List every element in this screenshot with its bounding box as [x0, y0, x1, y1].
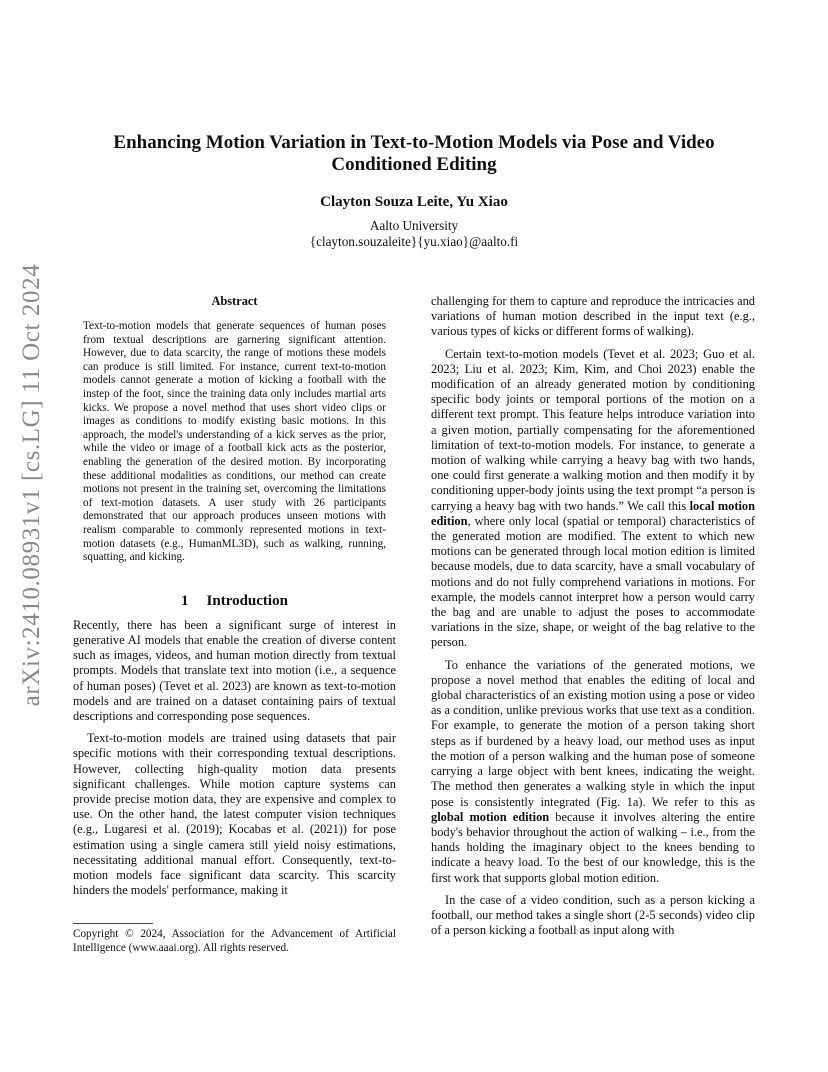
intro-paragraph-5: In the case of a video condition, such as a person kicking a football, our method takes a single short (2-5 seconds) video clip of a person kicking a football as input along with [431, 892, 755, 938]
term-global-motion-edition: global motion edition [431, 809, 550, 824]
paper-authors: Clayton Souza Leite, Yu Xiao [320, 194, 508, 210]
intro-paragraph-3 [431, 347, 755, 651]
abstract-heading: Abstract [211, 294, 258, 308]
affiliation-name: Aalto University [369, 218, 459, 233]
p3-text-a: Certain text-to-motion models (Tevet et al. 2023; Guo et al. 2023; Liu et al. 2023; Kim, Kim, and Choi 2023) enable the modification of an already generated motion by conditioning specific body joints or temporal portions of the motion on a different text prompt. This feature helps introduce variation into a given motion, partially compensating for the aforementioned limitation of text-to-motion models. For instance, to generate a motion of walking while carrying a heavy bag with two hands, one could first generate a walking motion and then modify it by conditioning upper-body joints using the text prompt “a person is carrying a heavy bag with two hands.” We call this [431, 346, 755, 513]
p4-text-a: To enhance the variations of the generated motions, we propose a novel method that enables the editing of local and global characteristics of an existing motion using a pose or video as a condition, unlike previous works that use text as a condition. For example, to generate the motion of a person taking short steps as if burdened by a heavy load, our method uses as input the motion of a person walking and the human pose of someone carrying a large object with bent knees, indicating the weight. The method then generates a walking style in which the input pose is consistently integrated (Fig. 1a). We refer to this as [431, 657, 755, 809]
arxiv-id-text: arXiv:2410.08931v1 [cs.LG] 11 Oct 2024 [18, 263, 45, 707]
p4-text-b: because it involves altering the entire body's behavior throughout the action of walking – i.e., from the hands holding the imaginary object to the knees bending to indicate a heavy load. To the best of our knowledge, this is the first work that supports global motion edition. [431, 809, 756, 885]
author-affiliation [100, 218, 728, 250]
arxiv-identifier-stamp [12, 263, 52, 707]
term-local-motion-edition: local motion edition [431, 498, 756, 528]
left-column [73, 294, 396, 905]
footnote-rule [73, 923, 153, 924]
abstract-text: Text-to-motion models that generate sequences of human poses from textual descriptions are garnering significant attention. However, due to data scarcity, the range of motions these models can produce is still limited. For instance, current text-to-motion models cannot generate a motion of kicking a football with the instep of the foot, since the training data only includes martial arts kicks. We propose a novel method that uses short video clips or images as conditions to modify existing basic motions. In this approach, the model's understanding of a kick serves as the prior, while the video or image of a football kick acts as the posterior, enabling the generation of the desired motion. By incorporating these additional modalities as conditions, our method can create motions not present in the training set, overcoming the limitations of text-motion datasets. A user study with 26 participants demonstrated that our approach produces unseen motions with realism comparable to commonly represented motions in text-motion datasets (e.g., HumanML3D), such as walking, running, squatting, and kicking. [83, 320, 386, 564]
intro-paragraph-4 [431, 658, 755, 886]
section-heading-introduction [73, 593, 396, 610]
right-column [431, 294, 755, 945]
paper-title: Enhancing Motion Variation in Text-to-Motion Models via Pose and Video Conditioned Editing [113, 132, 715, 175]
intro-paragraph-2: Text-to-motion models are trained using datasets that pair specific motions with their corresponding textual descriptions. However, collecting high-quality motion data presents significant challenges. While motion capture systems can provide precise motion data, they are expensive and complex to use. On the other hand, the latest computer vision techniques (e.g., Lugaresi et al. (2019); Kocabas et al. (2021)) for pose estimation using a single camera still yield noisy estimations, necessitating additional manual effort. Consequently, text-to-motion models face significant data scarcity. This scarcity hinders the models' performance, making it [73, 731, 396, 898]
intro-paragraph-1: Recently, there has been a significant surge of interest in generative AI models that enable the creation of diverse content such as images, videos, and human motion directly from textual prompts. Models that translate text into motion (i.e., a sequence of human poses) (Tevet et al. 2023) are known as text-to-motion models and are trained on a dataset containing pairs of textual descriptions and corresponding pose sequences. [73, 617, 396, 723]
section-title: Introduction [206, 592, 288, 609]
intro-paragraph-2-continued: challenging for them to capture and reproduce the intricacies and variations of human motion described in the input text (e.g., various types of kicks or different forms of walking). [431, 294, 755, 339]
p3-text-b: , where only local (spatial or temporal) characteristics of the generated motion are modified. The extent to which new motions can be generated through local motion edition is limited because models, due to data scarcity, have a small vocabulary of motions and do not fully comprehend variations in motions. For example, the models cannot interpret how a person would carry the bag and are unable to adjust the poses to accommodate variations in the size, shape, or weight of the bag relative to the person. [431, 513, 755, 650]
author-email: {clayton.souzaleite}{yu.xiao}@aalto.fi [309, 234, 519, 249]
copyright-footnote: Copyright © 2024, Association for the Advancement of Artificial Intelligence (www.aaai.org). All rights reserved. [73, 928, 396, 954]
section-number: 1 [181, 592, 189, 609]
